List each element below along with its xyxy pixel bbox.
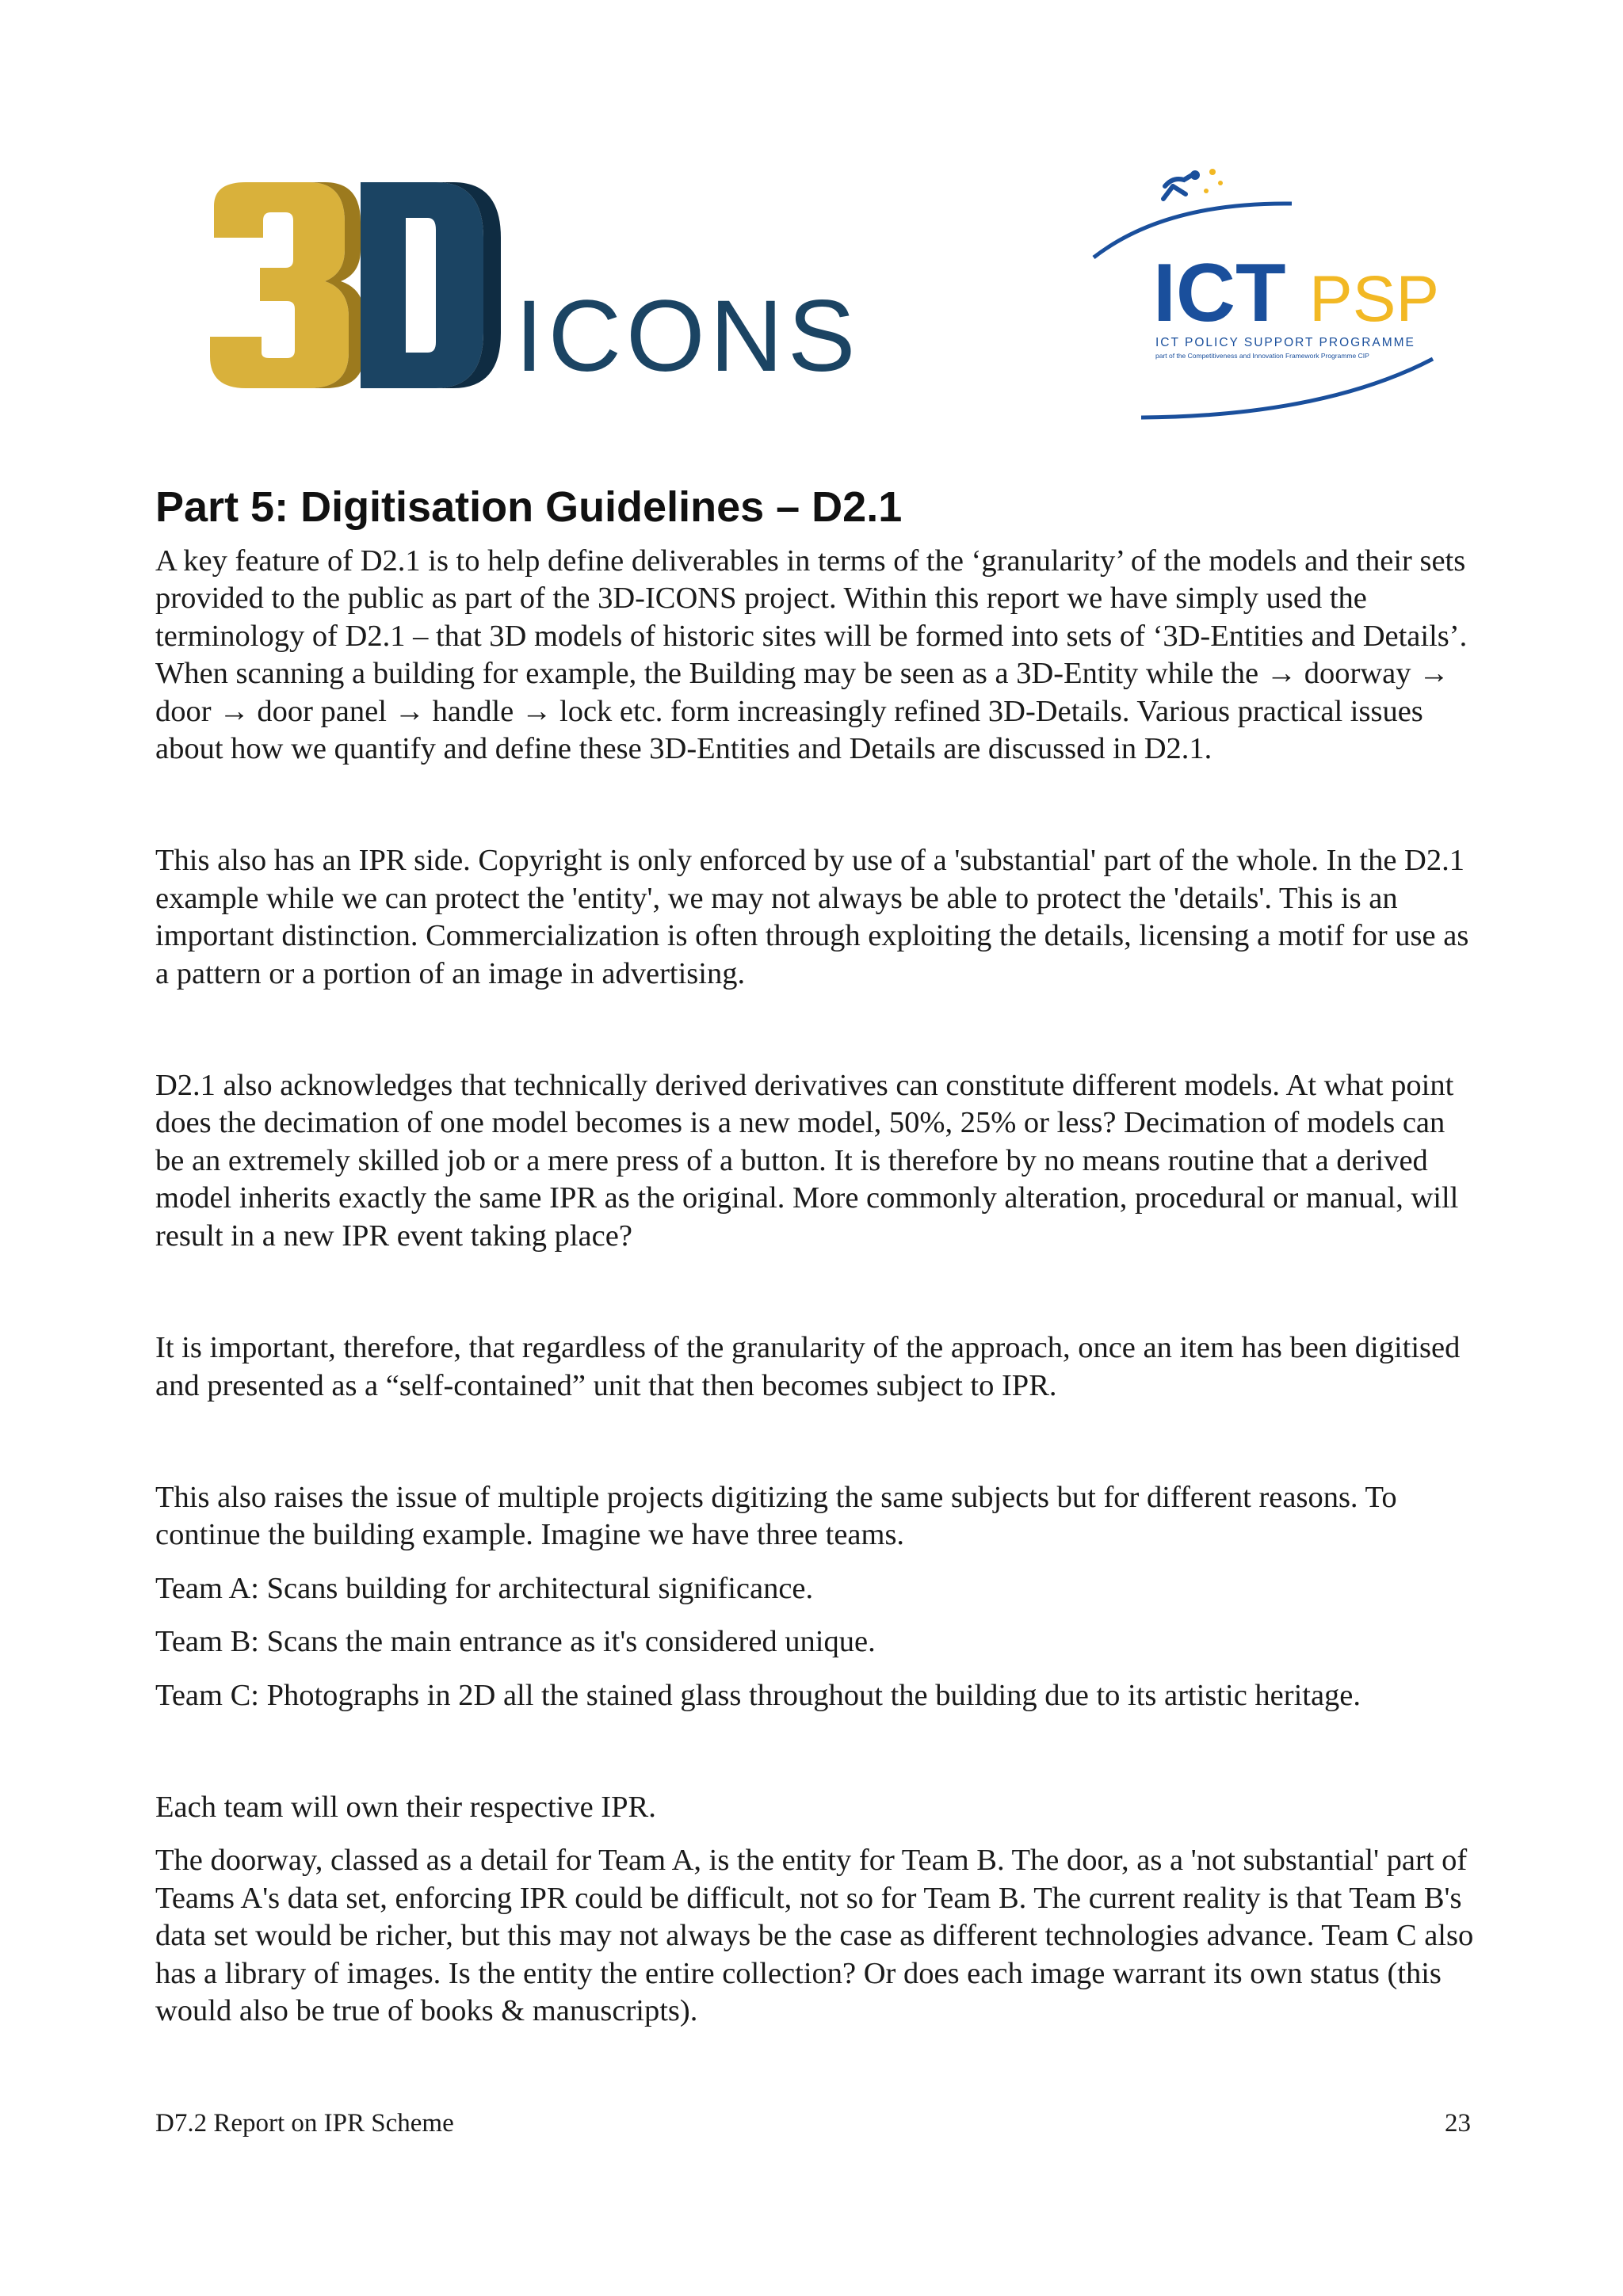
ict-psp-logo-graphic	[1086, 162, 1450, 432]
psp-text: PSP	[1309, 263, 1440, 335]
runner-icon	[1163, 170, 1200, 199]
paragraph-ipr-side: This also has an IPR side. Copyright is only enforced by use of a 'substantial' part of the whole. In the D2.1 example while we can protect the 'entity', we may not always be able to protect the 'details'. This is an important distinction. Commercialization is often through exploiting the details, licensing a motif for use as a pattern or a portion of an image in advertising.	[155, 844, 1469, 990]
team-c-line: Team C: Photographs in 2D all the stained glass throughout the building due to its artistic heritage.	[155, 1678, 1361, 1712]
logo-3-glyph	[210, 182, 365, 388]
bottom-swoosh	[1141, 359, 1433, 418]
logo-icons-text: ICONS	[515, 280, 861, 393]
ict-psp-logo	[1086, 162, 1450, 432]
programme-text: ICT POLICY SUPPORT PROGRAMME	[1155, 336, 1415, 349]
paragraph-spacer	[155, 1554, 1479, 1570]
paragraph-spacer	[155, 1661, 1479, 1677]
team-a-line: Team A: Scans building for architectural significance.	[155, 1571, 814, 1605]
paragraph-derivatives: D2.1 also acknowledges that technically derived derivatives can constitute different models. At what point does the decimation of one model becomes is a new model, 50%, 25% or less? Decimation of models can be an extremely skilled job or a mere press of a button. It is therefore by no means routine that a derived model inherits exactly the same IPR as the original. More commonly alteration, procedural or manual, will result in a new IPR event taking place?	[155, 1069, 1459, 1253]
paragraph-spacer	[155, 1826, 1479, 1842]
paragraph-spacer	[155, 1608, 1479, 1623]
paragraph-spacer	[155, 993, 1479, 1067]
paragraph-spacer	[155, 1405, 1479, 1479]
paragraph-granularity: A key feature of D2.1 is to help define deliverables in terms of the ‘granularity’ of the models and their sets provided to the public as part of the 3D-ICONS project. Within this report we have simply used the terminology of D2.1 – that 3D models of historic sites will be formed into sets of ‘3D-Entities and Details’. When scanning a building for example, the Building may be seen as a 3D-Entity while the → doorway → door → door panel → handle → lock etc. form increasingly refined 3D-Details. Various practical issues about how we quantify and define these 3D-Entities and Details are discussed in D2.1.	[155, 544, 1468, 766]
paragraph-spacer	[155, 1714, 1479, 1789]
3d-icons-logo	[198, 174, 861, 396]
main-content	[155, 479, 1479, 2030]
logo-d-glyph	[361, 182, 501, 388]
ict-text: ICT	[1153, 247, 1286, 339]
page-title: Part 5: Digitisation Guidelines – D2.1	[155, 483, 903, 531]
paragraph-doorway: The doorway, classed as a detail for Team A, is the entity for Team B. The door, as a 'not substantial' part of Teams A's data set, enforcing IPR could be difficult, not so for Team B. The current reality is that Team B's data set would be richer, but this may not always be the case as different technologies advance. Team C also has a library of images. Is the entity the entire collection? Or does each image warrant its own status (this would also be true of books & manuscripts).	[155, 1844, 1474, 2027]
paragraph-spacer	[155, 1255, 1479, 1329]
paragraph-spacer	[155, 768, 1479, 842]
3d-icons-logo-graphic	[198, 174, 861, 396]
team-b-line: Team B: Scans the main entrance as it's considered unique.	[155, 1625, 876, 1659]
programme-subtitle: part of the Competitiveness and Innovation Framework Programme CIP	[1155, 352, 1369, 360]
page-number: 23	[1445, 2109, 1471, 2138]
paragraph-multiple-projects: This also raises the issue of multiple projects digitizing the same subjects but for different reasons. To continue the building example. Imagine we have three teams.	[155, 1480, 1397, 1552]
paragraph-own-ipr: Each team will own their respective IPR.	[155, 1790, 656, 1824]
paragraph-self-contained: It is important, therefore, that regardless of the granularity of the approach, once an item has been digitised and presented as a “self-contained” unit that then becomes subject to IPR.	[155, 1331, 1461, 1402]
header-logos	[0, 0, 1623, 444]
footer-report-title: D7.2 Report on IPR Scheme	[155, 2109, 454, 2138]
star-icons	[1204, 169, 1223, 193]
